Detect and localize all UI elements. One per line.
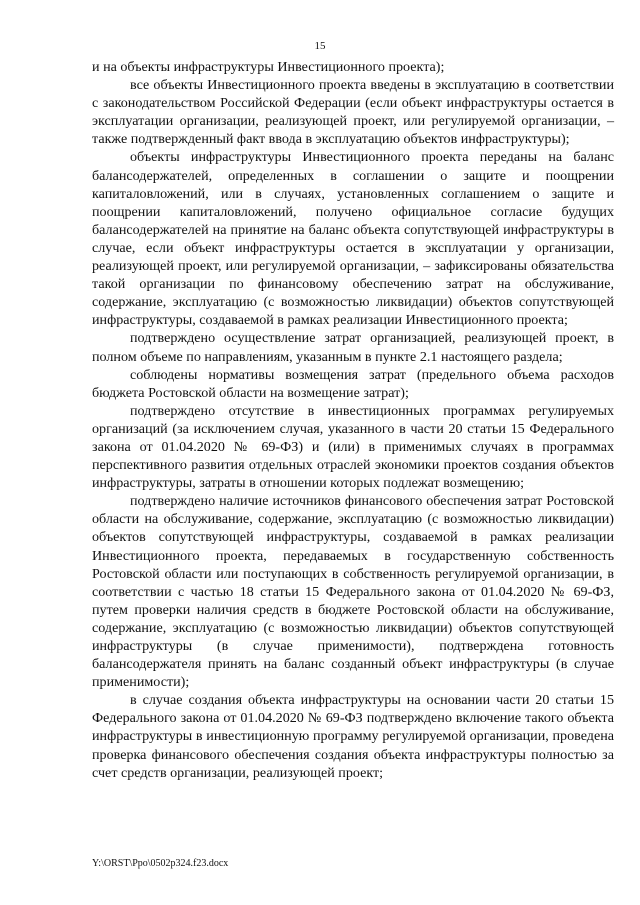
paragraph-7: подтверждено наличие источников финансового обеспечения затрат Ростовской области на обслуживание, содержание, эксплуатацию (с возможностью ликвидации) объектов сопутствующей инфраструктуры, создаваемой в рамках реализации Инвестиционного проекта, передаваемых в государственную собственность Ростовской области или поступающих в собственность регулируемой организации, в соответствии с частью 18 статьи 15 Федерального закона от 01.04.2020 № 69-ФЗ, путем проверки наличия средств в бюджете Ростовской области на обслуживание, содержание, эксплуатацию (с возможностью ликвидации) объектов сопутствующей инфраструктуры (в случае применимости), подтверждена готовность балансодержателя принять на баланс созданный объект инфраструктуры (в случае применимости); — [92, 493, 614, 691]
document-body — [92, 58, 614, 782]
paragraph-1: и на объекты инфраструктуры Инвестиционного проекта); — [92, 59, 445, 75]
paragraph-4: подтверждено осуществление затрат организацией, реализующей проект, в полном объеме по направлениям, указанным в пункте 2.1 настоящего раздела; — [92, 330, 614, 365]
footer-file-path: Y:\ORST\Ppo\0502p324.f23.docx — [92, 858, 229, 869]
page-number: 15 — [314, 40, 326, 52]
paragraph-3: объекты инфраструктуры Инвестиционного проекта переданы на баланс балансодержателей, определенных в соглашении о защите и поощрении капиталовложений, или в случаях, установленных соглашением о защите и поощрении капиталовложений, получено официальное согласие будущих балансодержателей на принятие на баланс объекта сопутствующей инфраструктуры в случае, если объект инфраструктуры остается в эксплуатации у организации, реализующей проект, или регулируемой организации, – зафиксированы обязательства такой организации по финансовому обеспечению затрат на обслуживание, содержание, эксплуатацию (с возможностью ликвидации) объектов сопутствующей инфраструктуры, создаваемой в рамках реализации Инвестиционного проекта; — [92, 149, 614, 329]
paragraph-5: соблюдены нормативы возмещения затрат (предельного объема расходов бюджета Ростовской области на возмещение затрат); — [92, 366, 614, 401]
paragraph-2: все объекты Инвестиционного проекта введены в эксплуатацию в соответствии с законодательством Российской Федерации (если объект инфраструктуры остается в эксплуатации организации, реализующей проект, или регулируемой организации, – также подтвержденный факт ввода в эксплуатацию объектов инфраструктуры); — [92, 77, 614, 148]
paragraph-8: в случае создания объекта инфраструктуры на основании части 20 статьи 15 Федерального закона от 01.04.2020 № 69-ФЗ подтверждено включение такого объекта инфраструктуры в инвестиционную программу регулируемой организации, проведена проверка финансового обеспечения создания объекта инфраструктуры полностью за счет средств организации, реализующей проект; — [92, 692, 614, 781]
paragraph-6: подтверждено отсутствие в инвестиционных программах регулируемых организаций (за исключением случая, указанного в части 20 статьи 15 Федерального закона от 01.04.2020 № 69-ФЗ) и (или) в применимых случаях в программах перспективного развития отдельных отраслей экономики проектов создания объектов инфраструктуры, затраты в отношении которых подлежат возмещению; — [92, 402, 614, 492]
